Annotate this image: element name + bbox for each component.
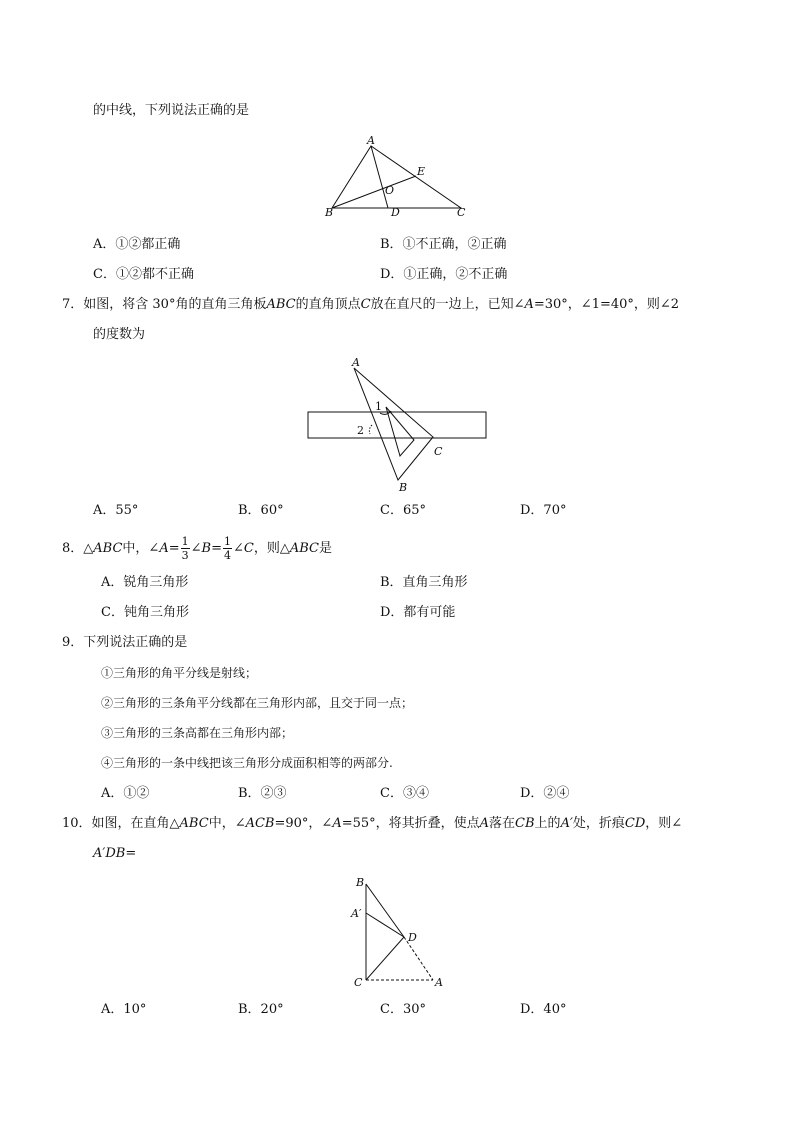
q9-statement-3: ③三角形的三条高都在三角形内部； [101, 726, 294, 740]
q7-option-c: C．65° [380, 503, 426, 518]
q10-option-a: A．10° [101, 1002, 147, 1017]
q10-option-d: D．40° [520, 1002, 567, 1017]
q6-option-b: B．①不正确，②正确 [380, 237, 507, 252]
q7-label-b: B [399, 481, 408, 494]
q7-triangle-inner [386, 407, 414, 456]
q6-label-o: O [385, 184, 395, 197]
q7-ruler [308, 412, 486, 438]
q10-label-b: B [356, 876, 365, 889]
q7-label-a: A [352, 356, 360, 369]
q7-stem-line2: 的度数为 [93, 327, 146, 342]
q6-figure [318, 132, 478, 224]
q8-stem: 8．△ABC中，∠A= $\frac{1}{3}$ ∠B= $\frac{1}{4}$ ∠C，则△ABC是 [62, 535, 333, 562]
q8-option-c: C．钝角三角形 [101, 605, 189, 620]
q9-statement-2: ②三角形的三条角平分线都在三角形内部，且交于同一点； [101, 696, 414, 710]
q7-option-b: B．60° [238, 503, 284, 518]
q8-option-d: D．都有可能 [380, 605, 456, 620]
q9-option-a: A．①② [101, 786, 150, 801]
q6-option-a: A．①②都正确 [93, 237, 181, 252]
q8-fraction-1-4: $\frac{1}{4}$ [224, 535, 231, 562]
q10-figure [345, 872, 450, 990]
q7-number: 7． [62, 297, 84, 312]
q8-number: 8． [62, 541, 84, 556]
q6-option-c: C．①②都不正确 [93, 267, 194, 282]
q9-option-b: B．②③ [238, 786, 287, 801]
q10-option-b: B．20° [238, 1002, 284, 1017]
q6-median-ad [371, 146, 388, 208]
q6-stem-tail: 的中线，下列说法正确的是 [93, 103, 250, 118]
q7-triangle-outer [354, 368, 433, 480]
q10-stem-line1: 10．如图，在直角△ABC中，∠ACB=90°，∠A=55°，将其折叠，使点A落在CB上的A′处，折痕CD，则∠ [62, 816, 683, 831]
q6-option-d: D．①正确，②不正确 [380, 267, 508, 282]
q8-option-b: B．直角三角形 [380, 575, 468, 590]
q7-label-2: 2 [357, 424, 364, 437]
q9-stem: 9．下列说法正确的是 [62, 635, 188, 650]
q9-option-d: D．②④ [520, 786, 570, 801]
q9-statement-4: ④三角形的一条中线把该三角形分成面积相等的两部分. [101, 756, 393, 770]
q10-side-bd [366, 884, 404, 937]
q9-statement-1: ①三角形的角平分线是射线； [101, 666, 258, 680]
q6-label-b: B [325, 206, 334, 219]
q6-triangle [332, 146, 461, 208]
q6-label-d: D [391, 206, 400, 219]
q7-angle2-arc [369, 425, 372, 434]
q9-number: 9． [62, 635, 84, 650]
q10-label-a: A [435, 976, 443, 989]
q7-stem-line1: 7．如图，将含 30°角的直角三角板ABC的直角顶点C放在直尺的一边上，已知∠A=30°，∠1=40°，则∠2 [62, 297, 680, 312]
q10-number: 10． [62, 816, 92, 831]
q10-crease-cd [366, 937, 404, 980]
q7-option-d: D．70° [520, 503, 567, 518]
q10-fold-a-prime-d [366, 913, 404, 937]
q7-figure [300, 352, 500, 494]
q8-fraction-1-3: $\frac{1}{3}$ [181, 535, 189, 562]
q6-label-c: C [457, 206, 466, 219]
q7-label-1: 1 [375, 400, 382, 413]
q6-median-be [332, 176, 416, 208]
q10-label-c: C [354, 976, 363, 989]
q6-label-e: E [417, 165, 426, 178]
q8-option-a: A．锐角三角形 [101, 575, 189, 590]
q7-option-a: A．55° [93, 503, 139, 518]
q10-option-c: C．30° [380, 1002, 426, 1017]
q10-label-a-prime: A′ [351, 907, 362, 920]
q10-stem-line2: A′DB= [93, 846, 137, 861]
q10-label-d: D [408, 931, 417, 944]
q9-option-c: C．③④ [380, 786, 429, 801]
q7-label-c: C [434, 445, 443, 458]
q6-label-a: A [367, 134, 375, 147]
